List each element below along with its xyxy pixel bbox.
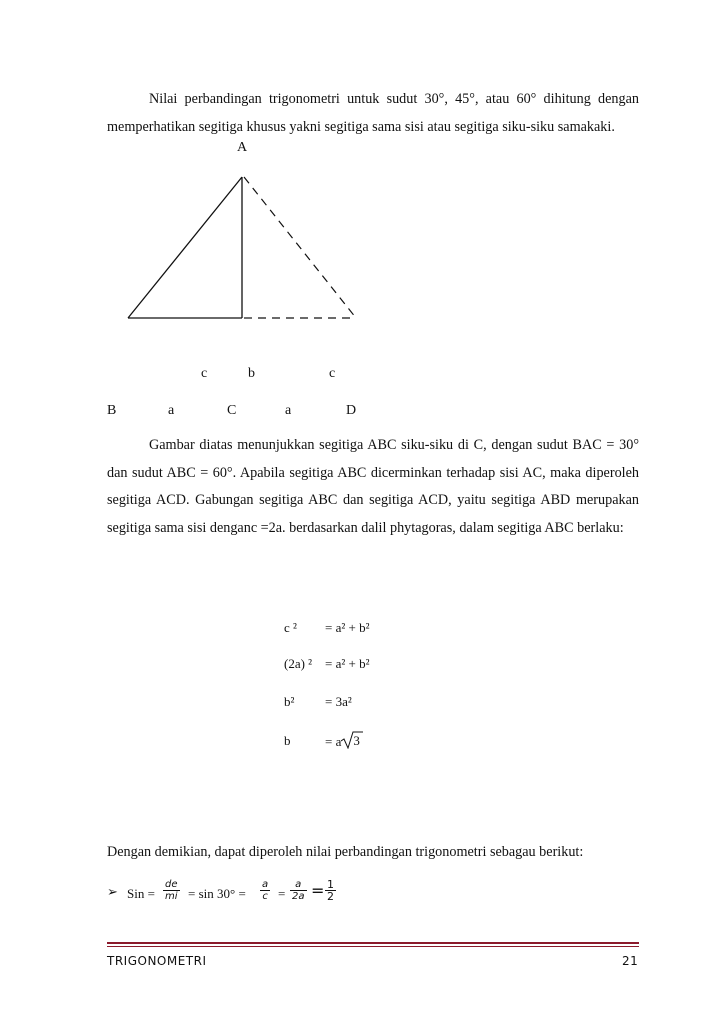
sqrt-icon — [341, 733, 363, 749]
explanation-text: Gambar diatas menunjukkan segitiga ABC siku-siku di C, dengan sudut BAC = 30° dan sudut ABC = 60°. Apabila segitiga ABC dicerminkan terhadap sisi AC, maka diperoleh segitiga ACD. Gabungan segitiga ABC dan segitiga ACD, yaitu segitiga ABD merupakan segitiga sama sisi denganc =2a. berdasarkan dalil phytagoras, dalam segitiga ABC berlaku: — [107, 437, 639, 536]
sin-label: Sin = — [127, 886, 155, 901]
side-label-c-left: c — [201, 366, 208, 381]
side-ad-dashed — [244, 177, 356, 318]
equation-2-lhs: (2a) ² — [284, 656, 313, 671]
vertex-label-a: A — [237, 140, 248, 155]
footer-rule — [107, 942, 639, 944]
fraction-a-2a — [290, 879, 307, 902]
equation-2-rhs: = a² + b² — [325, 656, 370, 671]
equation-1-lhs: c ² — [284, 620, 297, 635]
side-ab — [128, 177, 242, 318]
fraction-a-2a-denominator: 2a — [292, 891, 305, 902]
fraction-de-mi-numerator: de — [163, 879, 180, 891]
equation-3-rhs: = 3a² — [325, 694, 352, 709]
bullet-arrow-icon: ➢ — [107, 885, 118, 900]
base-label-a-left: a — [168, 403, 175, 418]
base-label-a-right: a — [285, 403, 292, 418]
fraction-a-c-numerator: a — [262, 879, 269, 890]
equals-sign-3: = — [311, 881, 325, 900]
footer-title: TRIGONOMETRI — [107, 954, 207, 968]
side-label-b: b — [248, 366, 255, 381]
point-label-d: D — [346, 403, 357, 418]
page-number: 21 — [622, 954, 639, 968]
fraction-a-2a-numerator: a — [290, 879, 307, 891]
equation-4-rhs-text: = a — [325, 734, 342, 749]
fraction-1-2 — [325, 879, 336, 902]
fraction-a-c-denominator: c — [262, 891, 268, 902]
equation-1-rhs: = a² + b² — [325, 620, 370, 635]
fraction-1-2-denominator: 2 — [327, 890, 334, 903]
equation-4-rhs — [325, 733, 363, 750]
sin-30-text: = sin 30° = — [188, 886, 246, 901]
fraction-de-mi-denominator: mi — [165, 891, 178, 902]
explanation-paragraph — [107, 432, 639, 542]
sqrt-radicand: 3 — [353, 733, 360, 748]
triangle-figure — [0, 0, 728, 340]
intro-text: Nilai perbandingan trigonometri untuk sudut 30°, 45°, atau 60° dihitung dengan memperhatikan segitiga khusus yakni segitiga sama sisi atau segitiga siku-siku samakaki. — [107, 91, 639, 135]
conclusion-text: Dengan demikian, dapat diperoleh nilai perbandingan trigonometri sebagau berikut: — [107, 844, 584, 860]
equals-sign-2: = — [278, 886, 286, 901]
fraction-de-mi — [163, 879, 180, 902]
point-label-b: B — [107, 403, 117, 418]
footer-rule-thin — [107, 946, 639, 947]
fraction-1-2-numerator: 1 — [327, 878, 334, 891]
equation-4-lhs: b — [284, 733, 291, 748]
fraction-a-c — [260, 879, 270, 902]
side-label-c-right: c — [329, 366, 336, 381]
equation-3-lhs: b² — [284, 694, 295, 709]
point-label-c: C — [227, 403, 237, 418]
